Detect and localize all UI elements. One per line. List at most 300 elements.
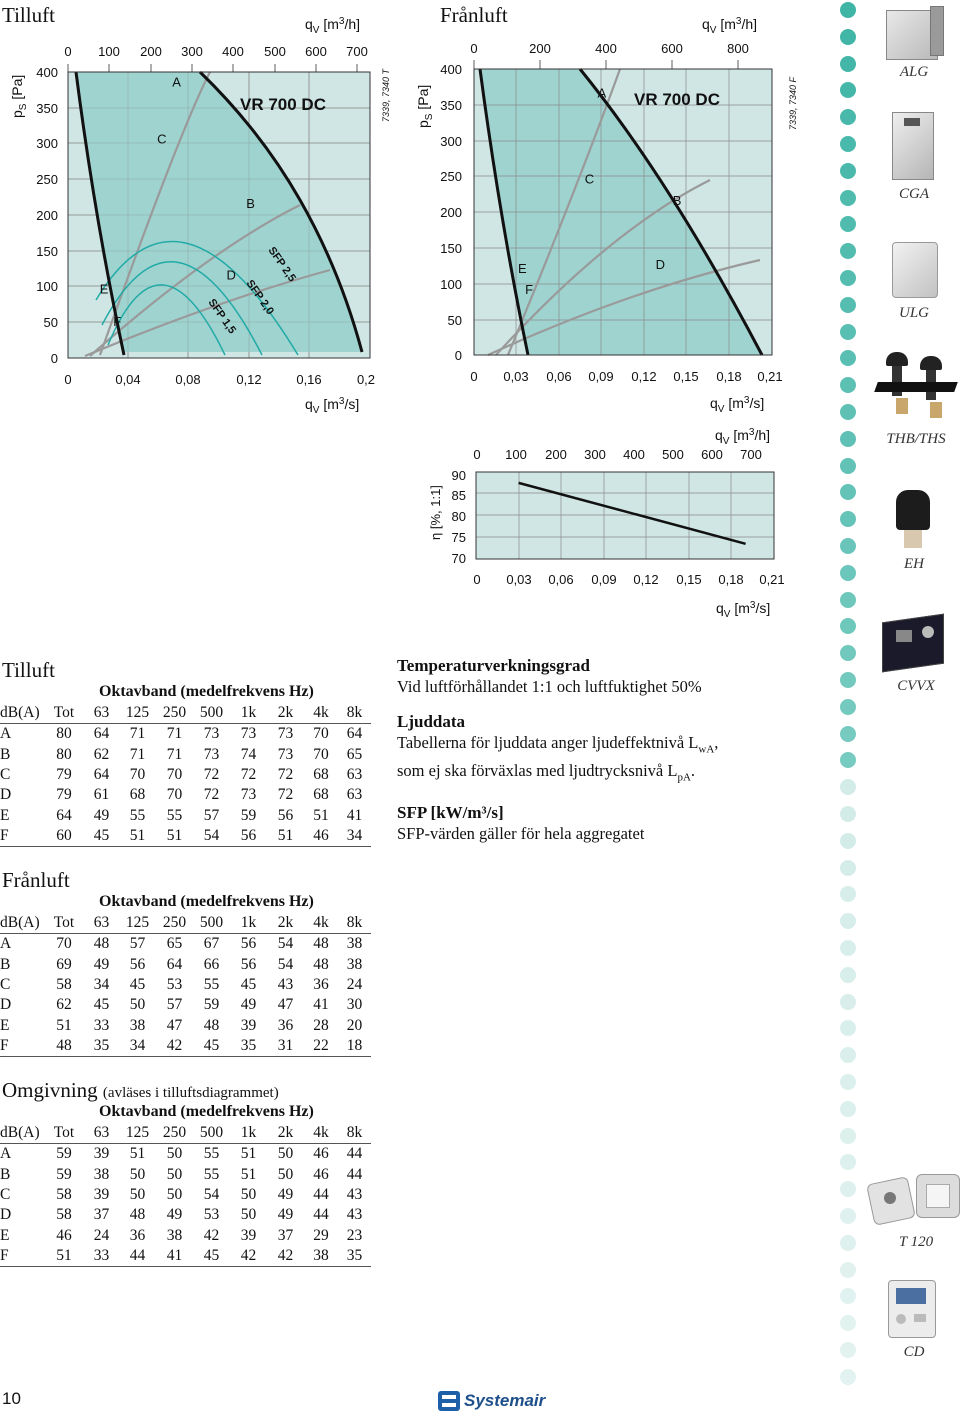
tick-label: 0 bbox=[470, 41, 478, 56]
point-label-b: B bbox=[672, 192, 682, 208]
tick-label: 250 bbox=[36, 172, 58, 187]
table-cell: 71 bbox=[129, 725, 146, 743]
tick-label: 100 bbox=[36, 279, 58, 294]
table-cell: 36 bbox=[313, 976, 329, 994]
tick-label: 0,16 bbox=[296, 372, 322, 387]
table-cell: 53 bbox=[166, 976, 183, 994]
column-header: 4k bbox=[304, 703, 338, 724]
table-cell: 38 bbox=[346, 935, 363, 953]
table-cell: 58 bbox=[56, 1206, 72, 1224]
decorative-dot bbox=[840, 136, 856, 152]
table-cell: 55 bbox=[129, 806, 146, 824]
table-row bbox=[0, 934, 371, 955]
decorative-dot bbox=[840, 940, 856, 956]
product-label: CVVX bbox=[897, 678, 935, 694]
table-cell: 55 bbox=[203, 1145, 220, 1163]
tick-label: 75 bbox=[451, 530, 466, 545]
brand-name: Systemair bbox=[464, 1391, 546, 1410]
table-row bbox=[0, 1144, 371, 1165]
decorative-dot bbox=[840, 860, 856, 876]
table-cell: 64 bbox=[346, 725, 363, 743]
info-block bbox=[397, 656, 817, 845]
table-cell: 38 bbox=[166, 1226, 183, 1244]
point-label-c: C bbox=[157, 131, 167, 147]
table-cell: 71 bbox=[166, 725, 183, 743]
table-cell: 50 bbox=[166, 1145, 183, 1163]
decorative-dot bbox=[840, 672, 856, 688]
table-cell: 34 bbox=[338, 826, 371, 847]
tick-label: 200 bbox=[545, 447, 567, 462]
table-cell: 41 bbox=[313, 996, 329, 1014]
table-cell: 44 bbox=[313, 1206, 329, 1224]
tick-label: 100 bbox=[440, 277, 462, 292]
table-cell: 41 bbox=[156, 1246, 193, 1267]
table-cell: 48 bbox=[44, 1036, 84, 1057]
tick-label: 350 bbox=[36, 101, 58, 116]
table-cell: 70 bbox=[313, 725, 329, 743]
table-cell: 55 bbox=[203, 976, 220, 994]
table-cell: 69 bbox=[56, 955, 72, 973]
tick-label: 200 bbox=[140, 44, 162, 59]
table-cell: 49 bbox=[93, 955, 110, 973]
tick-label: 90 bbox=[451, 468, 466, 483]
table-cell: 51 bbox=[129, 1145, 146, 1163]
column-header: 125 bbox=[119, 1123, 156, 1144]
decorative-dot bbox=[840, 913, 856, 929]
chart-title: Frånluft bbox=[440, 3, 508, 27]
decorative-dot bbox=[840, 618, 856, 634]
tick-label: 200 bbox=[529, 41, 551, 56]
chart-efficiency-svg bbox=[410, 420, 810, 630]
decorative-dot bbox=[840, 324, 856, 340]
cvvx-unit-icon[interactable] bbox=[882, 612, 948, 668]
table-row bbox=[0, 826, 371, 847]
table-cell: 54 bbox=[203, 1186, 220, 1204]
tick-label: 0 bbox=[473, 447, 481, 462]
chart-tilluft-svg bbox=[0, 0, 400, 420]
table-cell: 72 bbox=[277, 766, 294, 784]
tick-label: 0,04 bbox=[115, 372, 141, 387]
product-sidebar bbox=[862, 0, 960, 1421]
sfp-label: SFP 2,5 bbox=[265, 244, 299, 285]
table-cell: 46 bbox=[56, 1226, 72, 1244]
table-cell: B bbox=[0, 1165, 11, 1183]
decorative-dot bbox=[840, 1288, 856, 1304]
decorative-dot bbox=[840, 1074, 856, 1090]
table-cell: 56 bbox=[129, 955, 146, 973]
product-label: CGA bbox=[899, 186, 929, 202]
table-cell: 79 bbox=[56, 766, 72, 784]
table-cell: 70 bbox=[129, 766, 146, 784]
top-axis-label: $q_V$ $[m^3/h]$ bbox=[715, 427, 771, 447]
tick-label: 70 bbox=[451, 551, 466, 566]
table-cell: 49 bbox=[166, 1206, 183, 1224]
decorative-dot bbox=[840, 565, 856, 581]
octave-header: Oktavband (medelfrekvens Hz) bbox=[99, 893, 314, 910]
decorative-dot bbox=[840, 29, 856, 45]
table-row bbox=[0, 1246, 371, 1267]
tick-label: 250 bbox=[440, 169, 462, 184]
table-row bbox=[0, 1185, 371, 1205]
table-cell: 51 bbox=[313, 806, 329, 824]
table-cell: 59 bbox=[240, 806, 257, 824]
table-cell: 60 bbox=[44, 826, 84, 847]
column-header: Tot bbox=[44, 913, 84, 934]
table-cell: 73 bbox=[203, 725, 220, 743]
table-cell: 58 bbox=[56, 976, 72, 994]
table-row bbox=[0, 1036, 371, 1057]
table-cell: 23 bbox=[346, 1226, 363, 1244]
tick-label: 0 bbox=[50, 351, 58, 366]
product-label: THB/THS bbox=[886, 431, 946, 447]
chart-efficiency bbox=[410, 420, 810, 630]
tick-label: 200 bbox=[36, 208, 58, 223]
table-cell: 73 bbox=[277, 725, 294, 743]
table-cell: 45 bbox=[240, 976, 257, 994]
decorative-dot bbox=[840, 404, 856, 420]
table-cell: 49 bbox=[277, 1186, 294, 1204]
table-cell: 50 bbox=[240, 1206, 257, 1224]
decorative-dot bbox=[840, 592, 856, 608]
column-header: 500 bbox=[193, 1123, 230, 1144]
table-cell: 36 bbox=[129, 1226, 146, 1244]
decorative-dot bbox=[840, 967, 856, 983]
table-cell: 35 bbox=[84, 1036, 119, 1057]
brand-logo[interactable] bbox=[438, 1389, 545, 1413]
table-cell: 37 bbox=[93, 1206, 110, 1224]
point-label-c: C bbox=[584, 171, 595, 187]
y-axis-label: $p_S$ [Pa] bbox=[415, 84, 435, 128]
point-label-b: B bbox=[246, 195, 255, 211]
table-cell: 64 bbox=[93, 725, 110, 743]
column-header: 2k bbox=[267, 703, 304, 724]
table-cell: 72 bbox=[203, 786, 220, 804]
chart-title: Tilluft bbox=[2, 3, 55, 27]
tick-label: 0,18 bbox=[716, 369, 742, 384]
table-cell: 50 bbox=[129, 1186, 146, 1204]
sfp-text: SFP-värden gäller för hela aggregatet bbox=[397, 823, 645, 843]
table-cell: 44 bbox=[119, 1246, 156, 1267]
sound-table bbox=[0, 703, 371, 847]
table-cell: 66 bbox=[203, 955, 220, 973]
decorative-dot bbox=[840, 538, 856, 554]
table-cell: 38 bbox=[93, 1165, 110, 1183]
table-cell: A bbox=[0, 725, 12, 743]
table-cell: 28 bbox=[313, 1016, 329, 1034]
table-cell: 59 bbox=[56, 1165, 72, 1183]
table-cell: 67 bbox=[203, 935, 220, 953]
table-cell: 51 bbox=[119, 826, 156, 847]
table-cell: 24 bbox=[93, 1226, 110, 1244]
product-label: EH bbox=[904, 556, 924, 572]
x-axis-label: $q_V$ $[m^3/s]$ bbox=[305, 396, 360, 416]
tick-label: 150 bbox=[36, 244, 58, 259]
tick-label: 350 bbox=[440, 98, 462, 113]
tick-label: 50 bbox=[447, 313, 462, 328]
table-cell: 20 bbox=[346, 1016, 363, 1034]
chart-franluft bbox=[410, 0, 810, 420]
decorative-dot bbox=[840, 1181, 856, 1197]
tick-label: 0,12 bbox=[631, 369, 657, 384]
tick-label: 400 bbox=[440, 62, 462, 77]
decorative-dot bbox=[840, 699, 856, 715]
table-cell: 50 bbox=[166, 1165, 183, 1183]
octave-header: Oktavband (medelfrekvens Hz) bbox=[99, 683, 314, 700]
tick-label: 0 bbox=[64, 44, 72, 59]
table-row bbox=[0, 745, 371, 765]
decorative-dot bbox=[840, 163, 856, 179]
column-header: 2k bbox=[267, 1123, 304, 1144]
column-header: 125 bbox=[119, 703, 156, 724]
decorative-dot bbox=[840, 1154, 856, 1170]
tick-label: 200 bbox=[440, 205, 462, 220]
table-cell: 72 bbox=[240, 766, 257, 784]
code-label: 7339, 7340 T bbox=[381, 68, 391, 122]
table-cell: 37 bbox=[277, 1226, 294, 1244]
point-label-f: F bbox=[525, 282, 534, 298]
table-row bbox=[0, 1015, 371, 1035]
decorative-dot bbox=[840, 377, 856, 393]
table-cell: 46 bbox=[313, 1165, 329, 1183]
table-cell: 73 bbox=[277, 745, 294, 763]
sound-text: Tabellerna för ljuddata anger ljudeffektnivå $L_{wA}$, som ej ska förväxlas med ljudtrycksnivå $L_{pA}$. bbox=[397, 733, 719, 784]
tick-label: 0,21 bbox=[757, 369, 783, 384]
alg-hood-icon[interactable] bbox=[886, 6, 942, 60]
ulg-hood-icon[interactable] bbox=[892, 242, 940, 300]
table-cell: 42 bbox=[203, 1226, 220, 1244]
decorative-dot bbox=[840, 1235, 856, 1251]
tick-label: 0,12 bbox=[633, 572, 659, 587]
table-cell: 43 bbox=[346, 1206, 363, 1224]
table-title: Frånluft bbox=[2, 868, 70, 892]
product-label: T 120 bbox=[898, 1234, 934, 1250]
column-header: 63 bbox=[84, 1123, 119, 1144]
table-cell: 57 bbox=[166, 996, 183, 1014]
table-cell: F bbox=[0, 826, 44, 847]
column-header: 500 bbox=[193, 913, 230, 934]
tick-label: 85 bbox=[451, 488, 466, 503]
table-subtitle: (avläses i tilluftsdiagrammet) bbox=[102, 1085, 279, 1101]
column-header: 500 bbox=[193, 703, 230, 724]
tick-label: 0 bbox=[473, 572, 481, 587]
table-title: Tilluft bbox=[2, 658, 55, 682]
table-row bbox=[0, 975, 371, 995]
table-cell: E bbox=[0, 1016, 10, 1034]
tick-label: 150 bbox=[440, 241, 462, 256]
table-cell: 48 bbox=[313, 955, 329, 973]
table-row bbox=[0, 1165, 371, 1185]
model-label: VR 700 DC bbox=[240, 95, 326, 114]
tick-label: 300 bbox=[181, 44, 203, 59]
tick-label: 0,15 bbox=[673, 369, 699, 384]
table-cell: 39 bbox=[93, 1145, 110, 1163]
model-label: VR 700 DC bbox=[634, 90, 720, 109]
tick-label: 0 bbox=[454, 348, 462, 363]
cga-hood-icon[interactable] bbox=[892, 112, 936, 182]
decorative-dot bbox=[840, 833, 856, 849]
table-cell: 70 bbox=[166, 766, 183, 784]
tick-label: 0,2 bbox=[356, 372, 376, 387]
decorative-dot bbox=[840, 886, 856, 902]
table-cell: 51 bbox=[240, 1145, 257, 1163]
top-axis-label: $q_V$ $[m^3/h]$ bbox=[702, 16, 758, 36]
decorative-dot bbox=[840, 2, 856, 18]
table-cell: B bbox=[0, 745, 11, 763]
table-cell: 44 bbox=[346, 1145, 363, 1163]
decorative-dot bbox=[840, 645, 856, 661]
code-label: 7339, 7340 F bbox=[788, 76, 798, 130]
top-axis-label: $q_V$ $[m^3/h]$ bbox=[305, 16, 361, 36]
table-cell: 49 bbox=[240, 996, 257, 1014]
table-cell: F bbox=[0, 1036, 44, 1057]
table-cell: 29 bbox=[313, 1226, 329, 1244]
heater-icon[interactable] bbox=[894, 490, 934, 554]
tick-label: 0,03 bbox=[506, 572, 532, 587]
sfp-title: SFP [kW/m³/s] bbox=[397, 802, 504, 822]
roof-hood-icon[interactable] bbox=[876, 352, 956, 420]
column-header: 125 bbox=[119, 913, 156, 934]
table-cell: 50 bbox=[240, 1186, 257, 1204]
point-label-e: E bbox=[518, 260, 527, 276]
table-cell: 56 bbox=[240, 935, 257, 953]
table-cell: 42 bbox=[156, 1036, 193, 1057]
y-axis-label: η [%, 1:1] bbox=[428, 485, 443, 540]
table-cell: 59 bbox=[56, 1145, 72, 1163]
table-cell: 33 bbox=[84, 1246, 119, 1267]
table-cell: 54 bbox=[193, 826, 230, 847]
table-cell: 68 bbox=[313, 766, 329, 784]
tick-label: 400 bbox=[623, 447, 645, 462]
table-cell: 57 bbox=[203, 806, 220, 824]
tick-label: 0,21 bbox=[759, 572, 785, 587]
point-label-e: E bbox=[99, 281, 109, 297]
table-cell: 45 bbox=[193, 1246, 230, 1267]
table-cell: 61 bbox=[93, 786, 110, 804]
table-cell: 45 bbox=[193, 1036, 230, 1057]
column-header: 1k bbox=[230, 913, 267, 934]
table-row bbox=[0, 955, 371, 975]
column-header: 1k bbox=[230, 703, 267, 724]
table-cell: 55 bbox=[203, 1165, 220, 1183]
table-cell: 57 bbox=[129, 935, 146, 953]
table-cell: 64 bbox=[166, 955, 183, 973]
tick-label: 0 bbox=[470, 369, 478, 384]
decorative-dot bbox=[840, 994, 856, 1010]
column-header: 8k bbox=[338, 1123, 371, 1144]
table-cell: 80 bbox=[56, 745, 72, 763]
table-cell: 35 bbox=[338, 1246, 371, 1267]
column-header: Tot bbox=[44, 1123, 84, 1144]
product-label: ULG bbox=[898, 305, 929, 321]
table-cell: C bbox=[0, 976, 11, 994]
tick-label: 0 bbox=[64, 372, 72, 387]
table-cell: 48 bbox=[203, 1016, 220, 1034]
tick-label: 400 bbox=[595, 41, 617, 56]
table-cell: 51 bbox=[240, 1165, 257, 1183]
table-row bbox=[0, 785, 371, 805]
table-cell: 56 bbox=[240, 955, 257, 973]
page-number: 10 bbox=[2, 1389, 21, 1408]
table-cell: 44 bbox=[313, 1186, 329, 1204]
tick-label: 300 bbox=[440, 134, 462, 149]
table-row bbox=[0, 724, 371, 745]
column-header: 1k bbox=[230, 1123, 267, 1144]
control-display-icon[interactable] bbox=[888, 1280, 938, 1340]
table-cell: 70 bbox=[56, 935, 72, 953]
tick-label: 600 bbox=[661, 41, 683, 56]
table-cell: E bbox=[0, 806, 10, 824]
tick-label: 0,09 bbox=[588, 369, 614, 384]
sound-title: Ljuddata bbox=[397, 712, 466, 731]
table-cell: 51 bbox=[267, 826, 304, 847]
tick-label: 600 bbox=[305, 44, 327, 59]
decorative-dot bbox=[840, 216, 856, 232]
table-cell: 72 bbox=[277, 786, 294, 804]
table-cell: D bbox=[0, 786, 12, 804]
table-cell: 38 bbox=[304, 1246, 338, 1267]
tick-label: 500 bbox=[662, 447, 684, 462]
table-cell: 41 bbox=[346, 806, 363, 824]
table-cell: 36 bbox=[277, 1016, 294, 1034]
table-cell: 70 bbox=[166, 786, 183, 804]
table-cell: 51 bbox=[44, 1246, 84, 1267]
table-cell: 72 bbox=[203, 766, 220, 784]
table-cell: 65 bbox=[346, 745, 363, 763]
table-cell: 48 bbox=[313, 935, 329, 953]
table-cell: 74 bbox=[240, 745, 257, 763]
tick-label: 700 bbox=[346, 44, 368, 59]
table-cell: A bbox=[0, 1145, 12, 1163]
table-cell: 39 bbox=[240, 1016, 257, 1034]
decorative-dot bbox=[840, 243, 856, 259]
table-cell: 39 bbox=[93, 1186, 110, 1204]
sfp-label: SFP 2,0 bbox=[243, 277, 277, 318]
tick-label: 600 bbox=[701, 447, 723, 462]
column-header: 250 bbox=[156, 703, 193, 724]
table-cell: 73 bbox=[203, 745, 220, 763]
decorative-dot bbox=[840, 458, 856, 474]
table-cell: 30 bbox=[346, 996, 363, 1014]
table-cell: 42 bbox=[267, 1246, 304, 1267]
column-header: 8k bbox=[338, 913, 371, 934]
sound-table bbox=[0, 913, 371, 1057]
table-cell: D bbox=[0, 1206, 12, 1224]
tick-label: 0,08 bbox=[175, 372, 201, 387]
table-cell: 65 bbox=[166, 935, 183, 953]
table-cell: A bbox=[0, 935, 12, 953]
table-cell: 50 bbox=[129, 1165, 146, 1183]
point-label-d: D bbox=[655, 257, 665, 273]
table-cell: 45 bbox=[129, 976, 146, 994]
column-header: Tot bbox=[44, 703, 84, 724]
table-cell: 33 bbox=[93, 1016, 110, 1034]
table-cell: 48 bbox=[129, 1206, 146, 1224]
table-cell: 45 bbox=[84, 826, 119, 847]
table-cell: 42 bbox=[230, 1246, 267, 1267]
x-axis-label: $q_V$ $[m^3/s]$ bbox=[710, 395, 765, 415]
column-header: 63 bbox=[84, 913, 119, 934]
table-cell: 54 bbox=[277, 935, 294, 953]
point-label-f: F bbox=[113, 313, 122, 329]
tick-label: 0,09 bbox=[591, 572, 617, 587]
product-label: ALG bbox=[899, 64, 929, 80]
tick-label: 80 bbox=[451, 509, 466, 524]
timer-switch-icon[interactable] bbox=[870, 1170, 960, 1226]
table-cell: 80 bbox=[56, 725, 72, 743]
table-cell: 50 bbox=[277, 1145, 294, 1163]
table-cell: 71 bbox=[129, 745, 146, 763]
table-cell: 68 bbox=[313, 786, 329, 804]
